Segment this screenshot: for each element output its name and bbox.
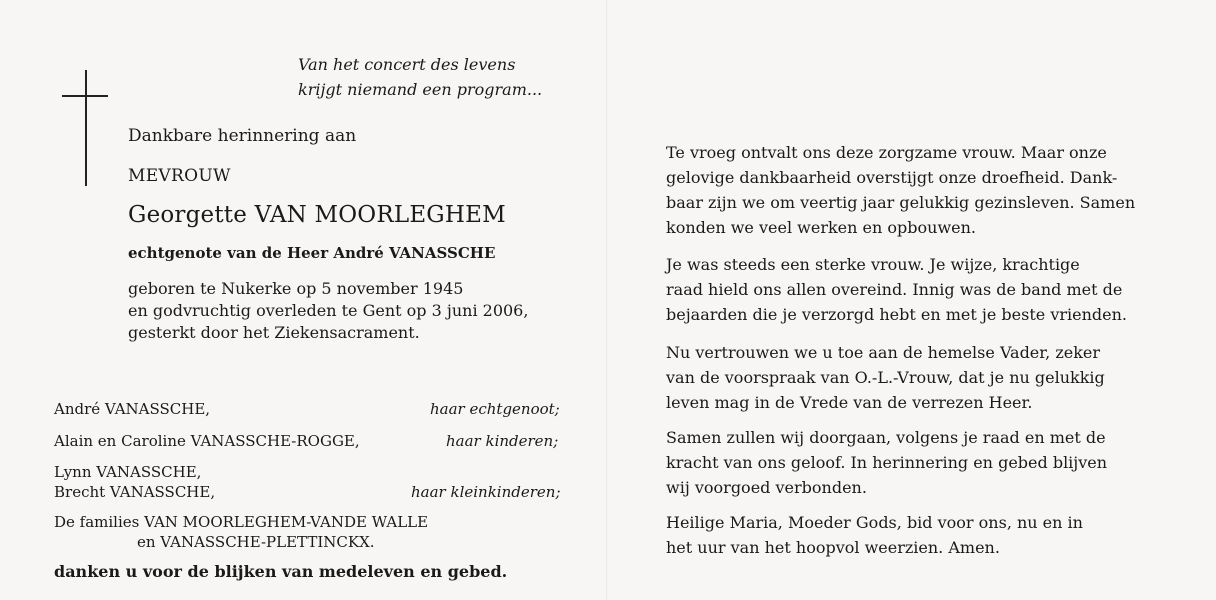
- card-fold: [606, 0, 608, 600]
- family-member-role: haar echtgenoot;: [430, 400, 560, 418]
- family-member-role: haar kinderen;: [446, 432, 559, 450]
- title-label: MEVROUW: [128, 166, 231, 186]
- motto-line: Van het concert des levens: [298, 55, 516, 74]
- deceased-name: Georgette VAN MOORLEGHEM: [128, 202, 506, 228]
- paragraph: [666, 510, 1166, 560]
- paragraph-line: raad hield ons allen overeind. Innig was de band met de: [666, 280, 1123, 299]
- biography: [128, 278, 528, 344]
- paragraph-line: het uur van het hoopvol weerzien. Amen.: [666, 538, 1000, 557]
- paragraph: [666, 140, 1166, 240]
- cross-icon-bar: [62, 95, 108, 97]
- thanks-text: danken u voor de blijken van medeleven en gebed.: [54, 562, 508, 581]
- paragraph: [666, 252, 1166, 327]
- paragraph-line: Samen zullen wij doorgaan, volgens je raad en met de: [666, 428, 1106, 447]
- paragraph-line: van de voorspraak van O.-L.-Vrouw, dat je nu gelukkig: [666, 368, 1105, 387]
- paragraph-line: Te vroeg ontvalt ons deze zorgzame vrouw. Maar onze: [666, 143, 1107, 162]
- paragraph-line: Nu vertrouwen we u toe aan de hemelse Vader, zeker: [666, 343, 1101, 362]
- cross-icon: [85, 70, 87, 186]
- paragraph: [666, 425, 1166, 500]
- bio-line: gesterkt door het Ziekensacrament.: [128, 323, 420, 342]
- intro-text: Dankbare herinnering aan: [128, 126, 357, 146]
- spouse-line: echtgenote van de Heer André VANASSCHE: [128, 244, 496, 262]
- family-member-name: Lynn VANASSCHE,: [54, 463, 202, 481]
- motto: [298, 52, 542, 102]
- family-member-name: Alain en Caroline VANASSCHE-ROGGE,: [54, 432, 360, 450]
- family-member-name: De families VAN MOORLEGHEM-VANDE WALLE: [54, 513, 429, 531]
- paragraph-line: gelovige dankbaarheid overstijgt onze droefheid. Dank-: [666, 168, 1118, 187]
- paragraph-line: wij voorgoed verbonden.: [666, 478, 867, 497]
- family-member-name: André VANASSCHE,: [54, 400, 211, 418]
- family-member-role: haar kleinkinderen;: [411, 483, 561, 501]
- paragraph-line: leven mag in de Vrede van de verrezen Heer.: [666, 393, 1033, 412]
- bio-line: geboren te Nukerke op 5 november 1945: [128, 279, 464, 298]
- paragraph-line: Je was steeds een sterke vrouw. Je wijze, krachtige: [666, 255, 1080, 274]
- bio-line: en godvruchtig overleden te Gent op 3 juni 2006,: [128, 301, 529, 320]
- family-member-name: en VANASSCHE-PLETTINCKX.: [137, 533, 375, 551]
- paragraph-line: Heilige Maria, Moeder Gods, bid voor ons, nu en in: [666, 513, 1083, 532]
- paragraph-line: konden we veel werken en opbouwen.: [666, 218, 976, 237]
- motto-line: krijgt niemand een program...: [298, 80, 543, 99]
- paragraph-line: bejaarden die je verzorgd hebt en met je beste vrienden.: [666, 305, 1128, 324]
- paragraph-line: kracht van ons geloof. In herinnering en gebed blijven: [666, 453, 1108, 472]
- family-member-name: Brecht VANASSCHE,: [54, 483, 216, 501]
- paragraph-line: baar zijn we om veertig jaar gelukkig gezinsleven. Samen: [666, 193, 1136, 212]
- paragraph: [666, 340, 1166, 415]
